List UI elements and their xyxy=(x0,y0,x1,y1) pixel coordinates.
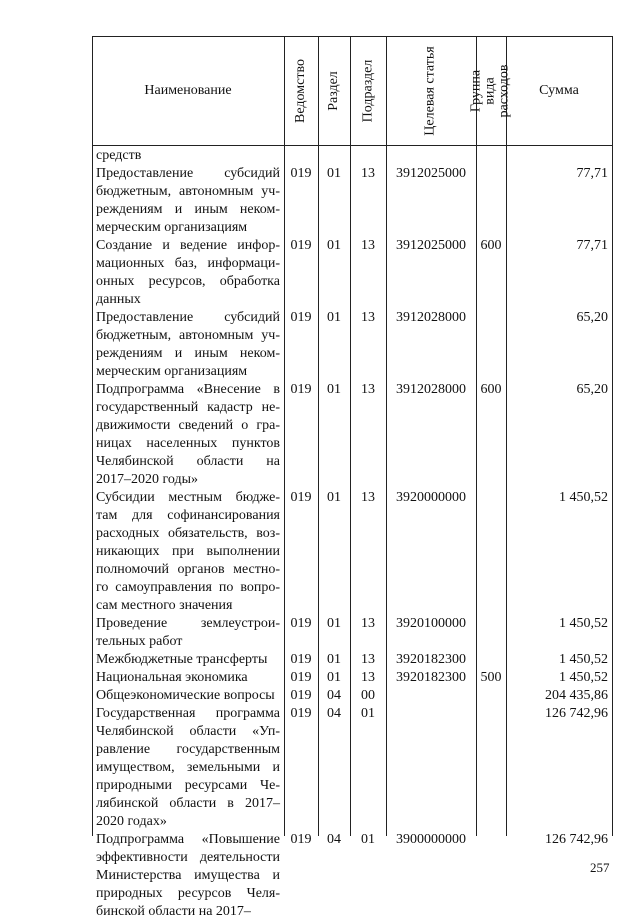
row-name-line: Межбюджетные трансферты xyxy=(96,652,268,667)
cell-sum: 1 450,52 xyxy=(559,616,608,631)
row-name-line: природных ресурсов Челя- xyxy=(96,886,280,901)
table-row xyxy=(92,147,612,165)
header-vedomstvo xyxy=(284,36,318,146)
cell-pod: 01 xyxy=(361,832,375,847)
cell-pod: 13 xyxy=(361,670,375,685)
row-name xyxy=(96,615,280,651)
row-name xyxy=(96,381,280,489)
row-name-line: мерческим организациям xyxy=(96,220,248,235)
row-name-line: данных xyxy=(96,292,141,307)
row-name-line: Проведение землеустрои- xyxy=(96,616,280,631)
row-name xyxy=(96,165,280,237)
cell-sum: 1 450,52 xyxy=(559,490,608,505)
table-row xyxy=(92,687,612,705)
row-name-line: бинской области на 2017– xyxy=(96,904,251,919)
cell-sum: 204 435,86 xyxy=(545,688,608,703)
row-name-line: мерческим организациям xyxy=(96,364,248,379)
cell-ved: 019 xyxy=(290,382,312,397)
row-name-line: Подпрограмма «Повышение xyxy=(96,832,280,847)
cell-ved: 019 xyxy=(290,688,312,703)
cell-ved: 019 xyxy=(290,166,312,181)
cell-raz: 01 xyxy=(327,670,341,685)
cell-raz: 04 xyxy=(327,832,341,847)
cell-grp: 600 xyxy=(480,238,502,253)
cell-raz: 01 xyxy=(327,652,341,667)
cell-sum: 126 742,96 xyxy=(545,832,608,847)
row-name-line: Министерства имущества и xyxy=(96,868,280,883)
table-row xyxy=(92,705,612,831)
row-name-line: 2017–2020 годы» xyxy=(96,472,199,487)
row-name-line: природными ресурсами Че- xyxy=(96,778,280,793)
header-name xyxy=(92,36,284,146)
cell-raz: 01 xyxy=(327,490,341,505)
header-celevaya xyxy=(386,36,476,146)
row-name-line: реждениям и иным неком- xyxy=(96,202,280,217)
header-summa-label: Сумма xyxy=(539,83,579,98)
row-name-line: никающих при выполнении xyxy=(96,544,280,559)
row-name xyxy=(96,489,280,615)
row-name-line: реждениям и иным неком- xyxy=(96,346,280,361)
cell-sum: 1 450,52 xyxy=(559,670,608,685)
row-name xyxy=(96,669,280,687)
cell-raz: 01 xyxy=(327,166,341,181)
row-name xyxy=(96,705,280,831)
header-razdel xyxy=(318,36,350,146)
cell-pod: 13 xyxy=(361,616,375,631)
header-podrazdel xyxy=(350,36,386,146)
row-name-line: бюджетным, автономным уч- xyxy=(96,184,280,199)
table-row xyxy=(92,237,612,309)
cell-cel: 3900000000 xyxy=(396,832,466,847)
row-name-line: лябинской области в 2017– xyxy=(96,796,280,811)
cell-ved: 019 xyxy=(290,310,312,325)
cell-ved: 019 xyxy=(290,652,312,667)
row-name-line: Государственная программа xyxy=(96,706,280,721)
row-name-line: 2020 годах» xyxy=(96,814,167,829)
table-row xyxy=(92,615,612,651)
table-row xyxy=(92,831,612,921)
cell-cel: 3912028000 xyxy=(396,382,466,397)
cell-ved: 019 xyxy=(290,706,312,721)
table-row xyxy=(92,381,612,489)
table-row xyxy=(92,165,612,237)
row-name-line: онных ресурсов, обработка xyxy=(96,274,280,289)
cell-sum: 65,20 xyxy=(576,310,608,325)
cell-pod: 00 xyxy=(361,688,375,703)
row-name xyxy=(96,147,280,165)
cell-pod: 13 xyxy=(361,382,375,397)
cell-raz: 01 xyxy=(327,616,341,631)
row-name-line: эффективности деятельности xyxy=(96,850,280,865)
row-name-line: полномочий органов местно- xyxy=(96,562,280,577)
cell-sum: 77,71 xyxy=(576,238,608,253)
cell-ved: 019 xyxy=(290,238,312,253)
row-name-line: Создание и ведение инфор- xyxy=(96,238,280,253)
cell-pod: 13 xyxy=(361,310,375,325)
cell-cel: 3912025000 xyxy=(396,166,466,181)
row-name-line: Челябинской области на xyxy=(96,454,280,469)
row-name xyxy=(96,237,280,309)
row-name-line: ницах населенных пунктов xyxy=(96,436,280,451)
cell-pod: 13 xyxy=(361,166,375,181)
cell-raz: 04 xyxy=(327,688,341,703)
row-name xyxy=(96,651,280,669)
page-number: 257 xyxy=(590,860,610,875)
cell-sum: 65,20 xyxy=(576,382,608,397)
header-podrazdel-label: Подраздел xyxy=(360,59,375,123)
cell-cel: 3920100000 xyxy=(396,616,466,631)
row-name xyxy=(96,687,280,705)
row-name-line: Предоставление субсидий xyxy=(96,310,280,325)
header-summa xyxy=(506,36,612,146)
cell-ved: 019 xyxy=(290,616,312,631)
row-name-line: Национальная экономика xyxy=(96,670,248,685)
cell-cel: 3920182300 xyxy=(396,652,466,667)
col-line xyxy=(612,36,613,836)
cell-raz: 01 xyxy=(327,310,341,325)
cell-cel: 3920000000 xyxy=(396,490,466,505)
cell-grp: 500 xyxy=(480,670,502,685)
cell-raz: 04 xyxy=(327,706,341,721)
cell-sum: 1 450,52 xyxy=(559,652,608,667)
row-name-line: государственный кадастр не- xyxy=(96,400,280,415)
cell-ved: 019 xyxy=(290,832,312,847)
cell-pod: 13 xyxy=(361,490,375,505)
header-celevaya-label: Целевая статья xyxy=(423,46,438,136)
cell-pod: 13 xyxy=(361,652,375,667)
row-name-line: имуществом, земельными и xyxy=(96,760,280,775)
row-name-line: сам местного значения xyxy=(96,598,233,613)
row-name-line: Общеэкономические вопросы xyxy=(96,688,275,703)
cell-grp: 600 xyxy=(480,382,502,397)
row-name-line: расходных обязательств, воз- xyxy=(96,526,280,541)
cell-raz: 01 xyxy=(327,382,341,397)
row-name-line: Челябинской области «Уп- xyxy=(96,724,280,739)
row-name-line: средств xyxy=(96,148,142,163)
row-name xyxy=(96,831,280,921)
cell-pod: 01 xyxy=(361,706,375,721)
cell-pod: 13 xyxy=(361,238,375,253)
header-vedomstvo-label: Ведомство xyxy=(293,59,308,123)
row-name-line: Подпрограмма «Внесение в xyxy=(96,382,280,397)
row-name-line: бюджетным, автономным уч- xyxy=(96,328,280,343)
cell-ved: 019 xyxy=(290,670,312,685)
header-name-label: Наименование xyxy=(144,83,232,98)
table-row xyxy=(92,489,612,615)
cell-cel: 3912028000 xyxy=(396,310,466,325)
table-row xyxy=(92,669,612,687)
row-name-line: движимости сведений о гра- xyxy=(96,418,280,433)
row-name-line: Предоставление субсидий xyxy=(96,166,280,181)
cell-ved: 019 xyxy=(290,490,312,505)
table-row xyxy=(92,309,612,381)
cell-sum: 77,71 xyxy=(576,166,608,181)
header-gruppa-label: Группа вида расходов xyxy=(469,64,513,118)
header-razdel-label: Раздел xyxy=(326,71,342,111)
row-name-line: мационных баз, информаци- xyxy=(96,256,280,271)
header-gruppa xyxy=(469,36,513,146)
row-name-line: го самоуправления по вопро- xyxy=(96,580,280,595)
cell-cel: 3920182300 xyxy=(396,670,466,685)
row-name-line: равление государственным xyxy=(96,742,280,757)
row-name-line: тельных работ xyxy=(96,634,183,649)
table-row xyxy=(92,651,612,669)
row-name-line: там для софинансирования xyxy=(96,508,280,523)
row-name xyxy=(96,309,280,381)
cell-cel: 3912025000 xyxy=(396,238,466,253)
row-name-line: Субсидии местным бюдже- xyxy=(96,490,280,505)
cell-sum: 126 742,96 xyxy=(545,706,608,721)
cell-raz: 01 xyxy=(327,238,341,253)
